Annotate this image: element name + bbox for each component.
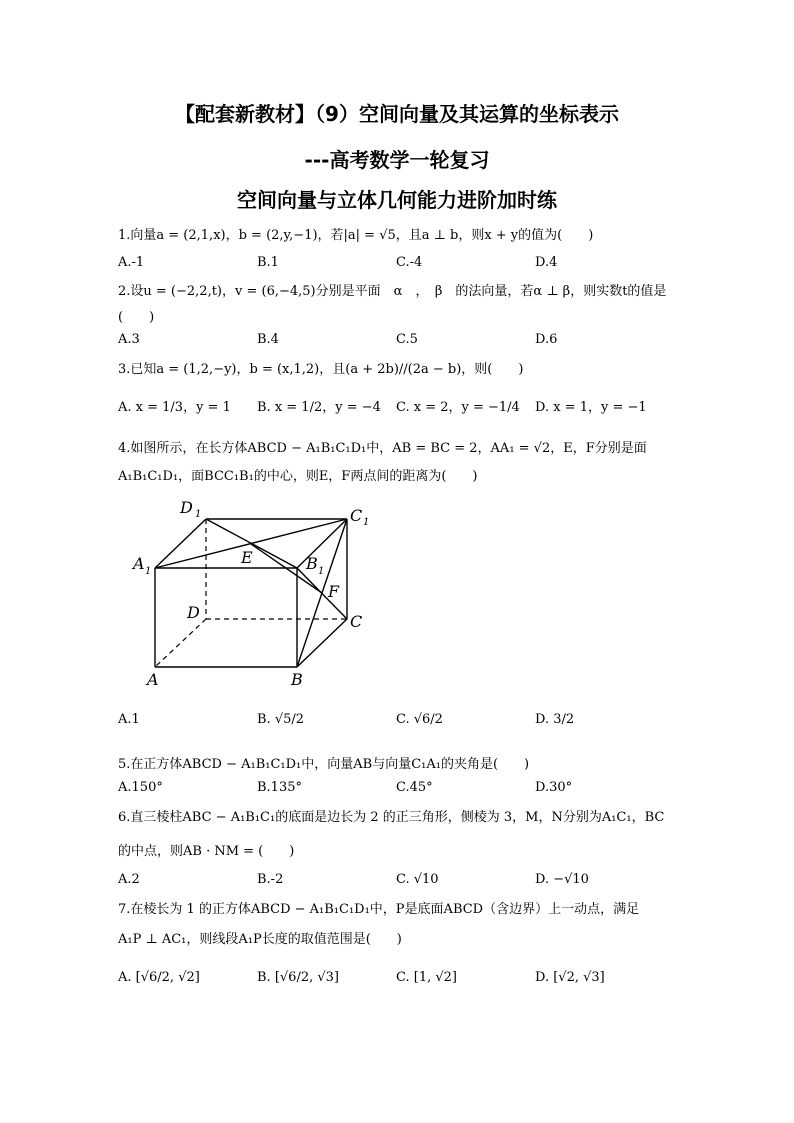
figure-label-b1: B (306, 554, 318, 573)
figure-label-d: D (187, 603, 200, 622)
question-3-option-c: C. x = 2，y = −1/4 (396, 400, 520, 415)
figure-label-d1: D (180, 498, 193, 517)
question-7-option-a: A. [√6/2, √2] (118, 970, 200, 985)
question-1-stem: 1.向量a = (2,1,x)，b = (2,y,−1)，若|a| = √5，且a ⊥ b，则x + y的值为( ) (118, 228, 594, 243)
question-6-stem: 6.直三棱柱ABC − A₁B₁C₁的底面是边长为 2 的正三角形，侧棱为 3，M，N分别为A₁C₁，BC (118, 810, 665, 825)
figure-label-b: B (291, 670, 303, 689)
figure-label-f: F (328, 582, 340, 601)
question-5-option-c: C.45° (396, 780, 433, 795)
question-7-option-c: C. [1, √2] (396, 970, 457, 985)
question-3-option-b: B. x = 1/2，y = −4 (257, 400, 381, 415)
question-4-option-a: A.1 (118, 712, 140, 727)
question-7-stem: 7.在棱长为 1 的正方体ABCD − A₁B₁C₁D₁中，P是底面ABCD（含边界）上一动点，满足 (118, 902, 640, 917)
question-1-option-d: D.4 (535, 255, 558, 270)
question-6-option-a: A.2 (118, 872, 140, 887)
question-4-option-b: B. √5/2 (257, 712, 305, 727)
question-5-option-d: D.30° (535, 780, 573, 795)
figure-label-e: E (241, 548, 253, 567)
question-5-option-b: B.135° (257, 780, 302, 795)
figure-label-c1: C (350, 506, 363, 525)
figure-label-c: C (350, 612, 363, 631)
question-7-option-b: B. [√6/2, √3] (257, 970, 339, 985)
figure-label-d1-sub: 1 (195, 509, 202, 520)
question-3-option-a: A. x = 1/3，y = 1 (118, 400, 231, 415)
question-6-option-c: C. √10 (396, 872, 439, 887)
cuboid-figure (130, 492, 375, 692)
question-2-stem: 2.设u = (−2,2,t)，v = (6,−4,5)分别是平面 α ， β 的法向量，若α ⊥ β，则实数t的值是 (118, 284, 667, 299)
figure-label-a1: A (133, 554, 145, 573)
question-3-stem: 3.已知a = (1,2,−y)，b = (x,1,2)，且(a + 2b)//(2a − b)，则( ) (118, 362, 524, 377)
question-4-option-d: D. 3/2 (535, 712, 575, 727)
question-6-option-d: D. −√10 (535, 872, 589, 887)
question-1-option-c: C.-4 (396, 255, 423, 270)
question-2-option-b: B.4 (257, 332, 279, 347)
figure-label-c1-sub: 1 (363, 517, 370, 528)
question-2-option-d: D.6 (535, 332, 558, 347)
figure-label-b1-sub: 1 (318, 566, 325, 577)
question-1-option-b: B.1 (257, 255, 279, 270)
question-4-stem-cont: A₁B₁C₁D₁，面BCC₁B₁的中心，则E，F两点间的距离为( ) (118, 469, 478, 484)
question-1-option-a: A.-1 (118, 255, 145, 270)
page-subtitle: ---高考数学一轮复习 (304, 148, 490, 172)
figure-label-a: A (147, 670, 159, 689)
question-4-stem: 4.如图所示，在长方体ABCD − A₁B₁C₁D₁中，AB = BC = 2，AA₁ = √2，E，F分别是面 (118, 441, 647, 456)
question-4-option-c: C. √6/2 (396, 712, 443, 727)
question-7-stem-cont: A₁P ⊥ AC₁，则线段A₁P长度的取值范围是( ) (118, 932, 402, 947)
section-title: 空间向量与立体几何能力进阶加时练 (237, 188, 557, 212)
question-3-option-d: D. x = 1，y = −1 (535, 400, 647, 415)
question-2-option-a: A.3 (118, 332, 140, 347)
question-5-stem: 5.在正方体ABCD − A₁B₁C₁D₁中，向量AB与向量C₁A₁的夹角是( ) (118, 757, 530, 772)
page-title: 【配套新教材】（9）空间向量及其运算的坐标表示 (175, 102, 619, 126)
question-6-option-b: B.-2 (257, 872, 284, 887)
question-2-stem-cont: ( ) (118, 310, 155, 325)
question-2-option-c: C.5 (396, 332, 418, 347)
figure-label-a1-sub: 1 (145, 566, 152, 577)
question-7-option-d: D. [√2, √3] (535, 970, 605, 985)
question-6-stem-cont: 的中点，则AB · NM = ( ) (118, 844, 295, 859)
question-5-option-a: A.150° (118, 780, 163, 795)
